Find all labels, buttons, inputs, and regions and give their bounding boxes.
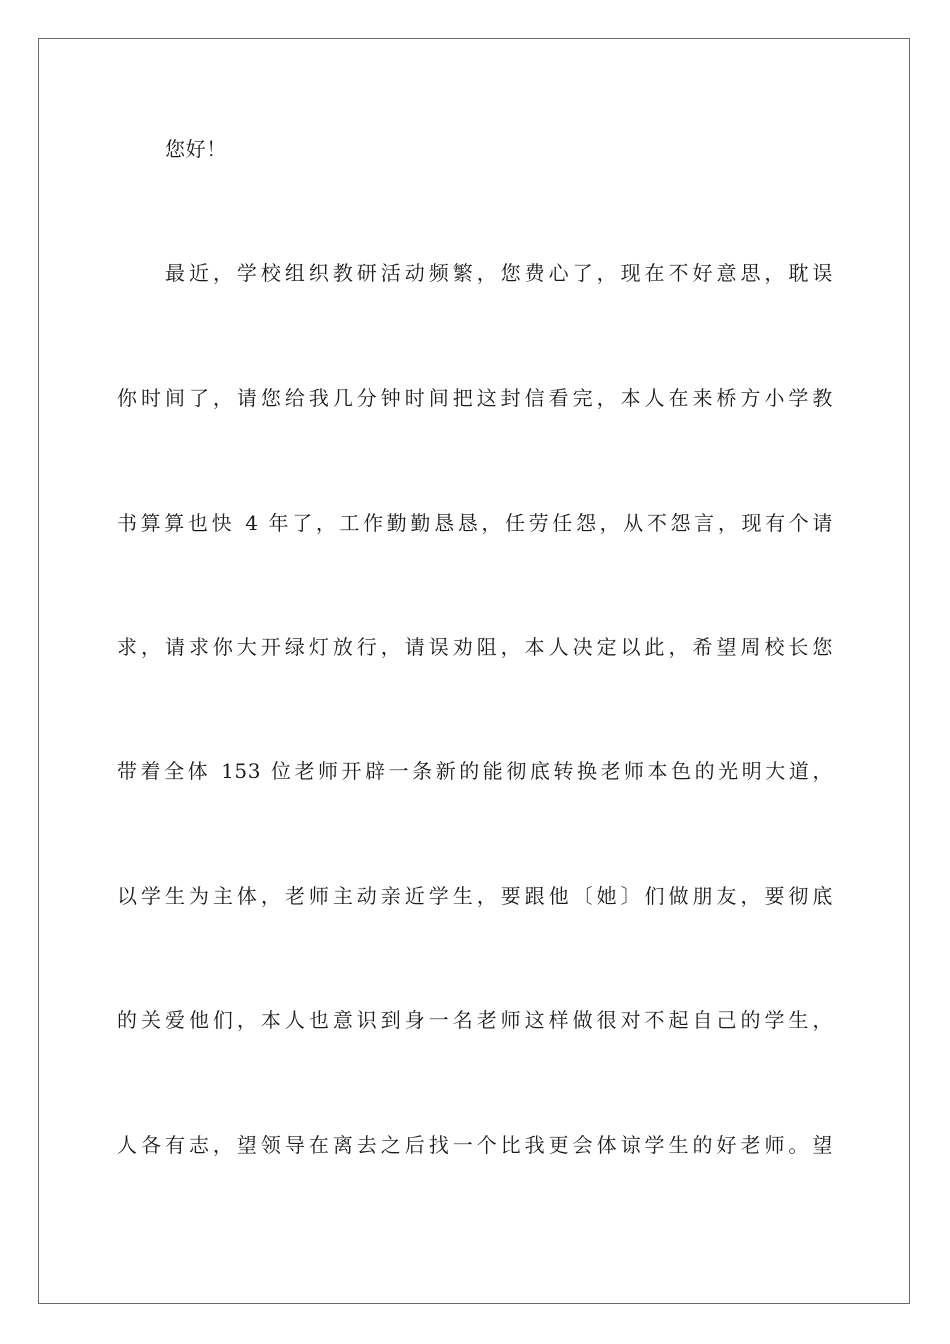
body-line-5: 带着全体 153 位老师开辟一条新的能彻底转换老师本色的光明大道， xyxy=(117,759,833,783)
body-line-3: 书算算也快 4 年了，工作勤勤恳恳，任劳任怨，从不怨言，现有个请 xyxy=(117,511,833,535)
body-line-6: 以学生为主体，老师主动亲近学生，要跟他〔她〕们做朋友，要彻底 xyxy=(117,884,833,908)
body-line-1: 最近，学校组织教研活动频繁，您费心了，现在不好意思，耽误 xyxy=(165,261,833,285)
page-frame xyxy=(38,38,910,1304)
body-line-8: 人各有志，望领导在离去之后找一个比我更会体谅学生的好老师。望 xyxy=(117,1133,833,1157)
body-line-7: 的关爱他们，本人也意识到身一名老师这样做很对不起自己的学生， xyxy=(117,1008,833,1032)
body-line-2: 你时间了，请您给我几分钟时间把这封信看完，本人在来桥方小学教 xyxy=(117,386,833,410)
body-line-4: 求，请求你大开绿灯放行，请误劝阻，本人决定以此，希望周校长您 xyxy=(117,635,833,659)
greeting-line: 您好！ xyxy=(165,137,227,161)
